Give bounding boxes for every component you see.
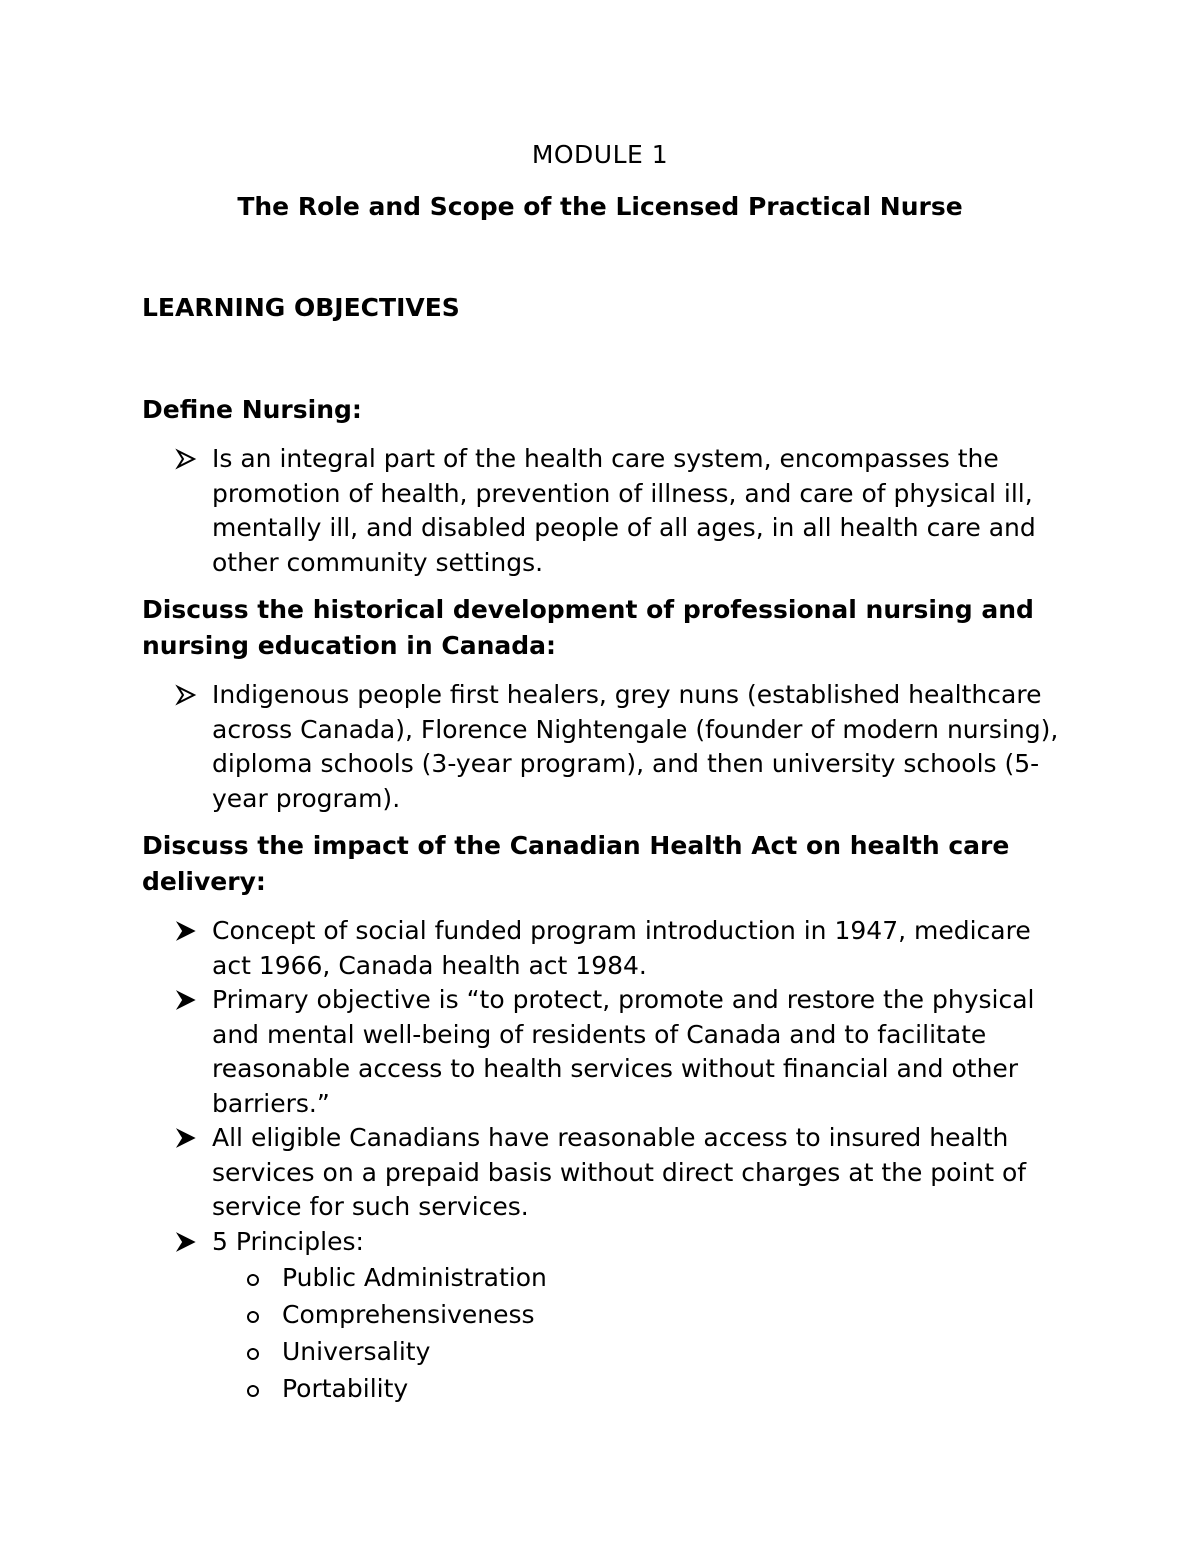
objectives-content xyxy=(142,392,1062,1407)
list-item xyxy=(142,1370,1062,1407)
module-subtitle: The Role and Scope of the Licensed Practical Nurse xyxy=(237,192,963,221)
list-item-text: Primary objective is “to protect, promote and restore the physical and mental well-being of residents of Canada and to facilitate reasonable access to health services without financial and other barriers.” xyxy=(212,985,1035,1118)
list-item-text: Portability xyxy=(282,1374,409,1403)
list-item-text: Indigenous people first healers, grey nuns (established healthcare across Canada), Florence Nightengale (founder of modern nursing), diploma schools (3-year program), and then university schools (5-year program). xyxy=(212,680,1059,813)
section-historical-development xyxy=(142,592,1062,816)
list-item-text: Universality xyxy=(282,1337,431,1366)
arrowhead-bullet-icon xyxy=(174,1121,198,1155)
list-item xyxy=(142,983,1062,1121)
section-heading: Discuss the historical development of professional nursing and nursing education in Canada: xyxy=(142,595,1034,660)
section-heading: Define Nursing: xyxy=(142,395,362,424)
list-item-text: Is an integral part of the health care system, encompasses the promotion of health, prevention of illness, and care of physical ill, mentally ill, and disabled people of all ages, in all health care and other community settings. xyxy=(212,444,1036,577)
list-item xyxy=(142,678,1062,816)
arrowhead-bullet-icon xyxy=(174,442,198,476)
arrowhead-bullet-icon xyxy=(174,678,198,712)
bullet-list xyxy=(142,678,1062,816)
arrowhead-bullet-icon xyxy=(174,983,198,1017)
circle-bullet-icon xyxy=(247,1274,259,1286)
list-item-text: Concept of social funded program introduction in 1947, medicare act 1966, Canada health act 1984. xyxy=(212,916,1031,980)
list-item-text: All eligible Canadians have reasonable access to insured health services on a prepaid basis without direct charges at the point of service for such services. xyxy=(212,1123,1027,1221)
section-define-nursing xyxy=(142,392,1062,580)
list-item xyxy=(142,1259,1062,1296)
circle-bullet-icon xyxy=(247,1311,259,1323)
list-item-text: Comprehensiveness xyxy=(282,1300,535,1329)
circle-bullet-icon xyxy=(247,1385,259,1397)
section-canadian-health-act xyxy=(142,828,1062,1407)
list-item xyxy=(142,442,1062,580)
list-item-text: Public Administration xyxy=(282,1263,547,1292)
list-item xyxy=(142,914,1062,983)
principles-list xyxy=(142,1259,1062,1407)
list-item xyxy=(142,1121,1062,1225)
learning-objectives-heading: LEARNING OBJECTIVES xyxy=(142,293,460,322)
bullet-list xyxy=(142,914,1062,1259)
section-heading: Discuss the impact of the Canadian Health Act on health care delivery: xyxy=(142,831,1010,896)
arrowhead-bullet-icon xyxy=(174,914,198,948)
circle-bullet-icon xyxy=(247,1348,259,1360)
module-title: MODULE 1 xyxy=(531,140,669,169)
list-item xyxy=(142,1333,1062,1370)
list-item xyxy=(142,1225,1062,1260)
list-item-text: 5 Principles: xyxy=(212,1226,364,1256)
arrowhead-bullet-icon xyxy=(174,1225,198,1259)
bullet-list xyxy=(142,442,1062,580)
list-item xyxy=(142,1296,1062,1333)
